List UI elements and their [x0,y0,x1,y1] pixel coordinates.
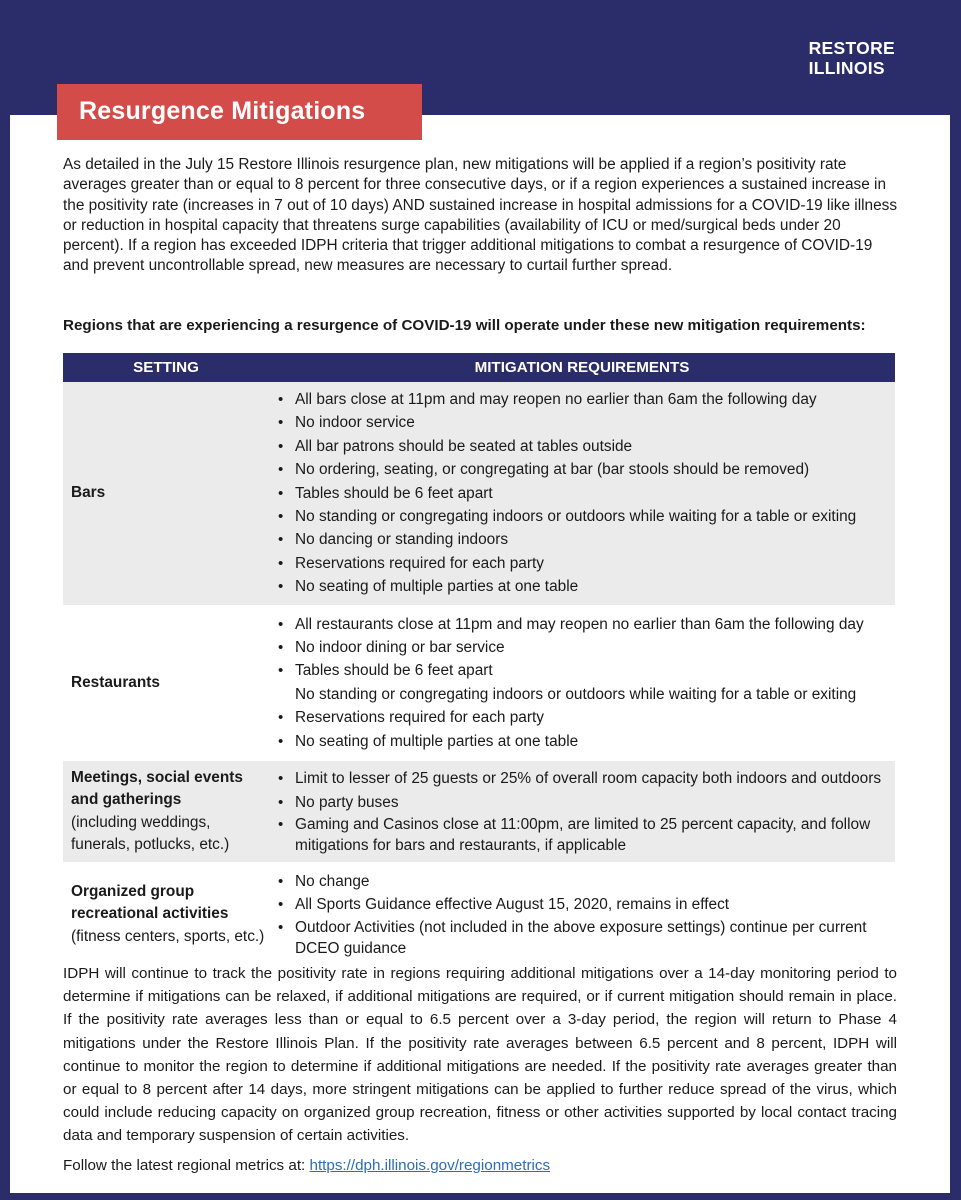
list-item: • Reservations required for each party [269,706,895,729]
closing-paragraph: IDPH will continue to track the positivity rate in regions requiring additional mitigations over a 14-day monitoring period to determine if mitigations can be relaxed, if additional mitigations are required, or if current mitigation should remain in place. If the positivity rate averages less than or equal to 6.5 percent over a 3-day period, the region will return to Phase 4 mitigations under the Restore Illinois Plan. If the positivity rate averages between 6.5 percent and 8 percent, IDPH will continue to monitor the region to determine if additional mitigations are needed. If the positivity rate averages greater than or equal to 8 percent after 14 days, more stringent mitigations can be applied to further reduce spread of the virus, which could include reducing capacity on organized group recreation, fitness or other activities supported by local contact tracing data and temporary suspension of certain activities. [63,965,897,1145]
setting-cell [63,760,269,863]
table-intro-heading: Regions that are experiencing a resurgence of COVID-19 will operate under these new mitigation requirements: [63,317,866,334]
list-item: • All bars close at 11pm and may reopen no earlier than 6am the following day [269,388,895,411]
list-item: • Gaming and Casinos close at 11:00pm, are limited to 25 percent capacity, and follow mitigations for bars and restaurants, if applicable [269,814,895,856]
brand-logo [809,38,895,78]
list-item: No standing or congregating indoors or outdoors while waiting for a table or exiting [295,685,857,703]
follow-text: Follow the latest regional metrics at: [63,1157,306,1174]
list-item: • No indoor dining or bar service [269,636,895,659]
header-requirements: MITIGATION REQUIREMENTS [269,353,895,382]
mitigation-table [63,353,895,967]
list-item: • Tables should be 6 feet apart [269,482,895,505]
header-setting: SETTING [63,353,269,382]
requirements-cell [269,382,895,606]
setting-name: Organized group recreational activities [71,882,229,923]
setting-cell [63,606,269,760]
setting-name: Meetings, social events and gatherings [71,768,243,808]
list-item: • All Sports Guidance effective August 15, 2020, remains in effect [269,893,895,916]
brand-line-1: RESTORE [808,38,895,58]
setting-note: (including weddings, funerals, potlucks, etc.) [71,813,230,853]
table-row [63,760,895,863]
list-item: • Limit to lesser of 25 guests or 25% of overall room capacity both indoors and outdoors [269,767,895,790]
setting-note: (fitness centers, sports, etc.) [71,927,265,945]
list-item: • No seating of multiple parties at one table [269,730,895,753]
setting-cell [63,863,269,966]
setting-cell [63,382,269,606]
list-item: • All restaurants close at 11pm and may reopen no earlier than 6am the following day [269,613,895,636]
intro-paragraph: As detailed in the July 15 Restore Illinois resurgence plan, new mitigations will be applied if a region’s positivity rate averages greater than or equal to 8 percent for three consecutive days, or if a region experiences a sustained increase in the positivity rate (increases in 7 out of 10 days) AND sustained increase in hospital admissions for a COVID-19 like illness or reduction in hospital capacity that threatens surge capabilities (availability of ICU or med/surgical beds under 20 percent). If a region has exceeded IDPH criteria that trigger additional mitigations to combat a resurgence of COVID-19 and prevent uncontrollable spread, new measures are necessary to curtail further spread. [63,156,898,275]
list-item: • All bar patrons should be seated at tables outside [269,435,895,458]
list-item: • No party buses [269,791,895,814]
setting-name: Restaurants [71,673,160,691]
page-title: Resurgence Mitigations [57,84,422,140]
list-item: • No standing or congregating indoors or outdoors while waiting for a table or exiting [269,505,895,528]
table-row [63,863,895,966]
list-item: • No ordering, seating, or congregating at bar (bar stools should be removed) [269,458,895,481]
list-item: • No indoor service [269,411,895,434]
list-item: • Reservations required for each party [269,552,895,575]
requirements-cell [269,863,895,966]
list-item: • No seating of multiple parties at one table [269,575,895,598]
list-item: • No dancing or standing indoors [269,528,895,551]
setting-name: Bars [71,484,106,502]
metrics-link[interactable]: https://dph.illinois.gov/regionmetrics [309,1157,551,1174]
list-item: • No change [269,870,895,893]
list-item: • Tables should be 6 feet apart [269,659,895,682]
brand-line-2: ILLINOIS [808,58,885,78]
table-row [63,606,895,760]
table-header-row [63,353,895,382]
list-item: • Outdoor Activities (not included in the above exposure settings) continue per current DCEO guidance [269,917,895,959]
requirements-cell [269,606,895,760]
table-row [63,382,895,606]
requirements-cell [269,760,895,863]
follow-line [63,1157,897,1174]
